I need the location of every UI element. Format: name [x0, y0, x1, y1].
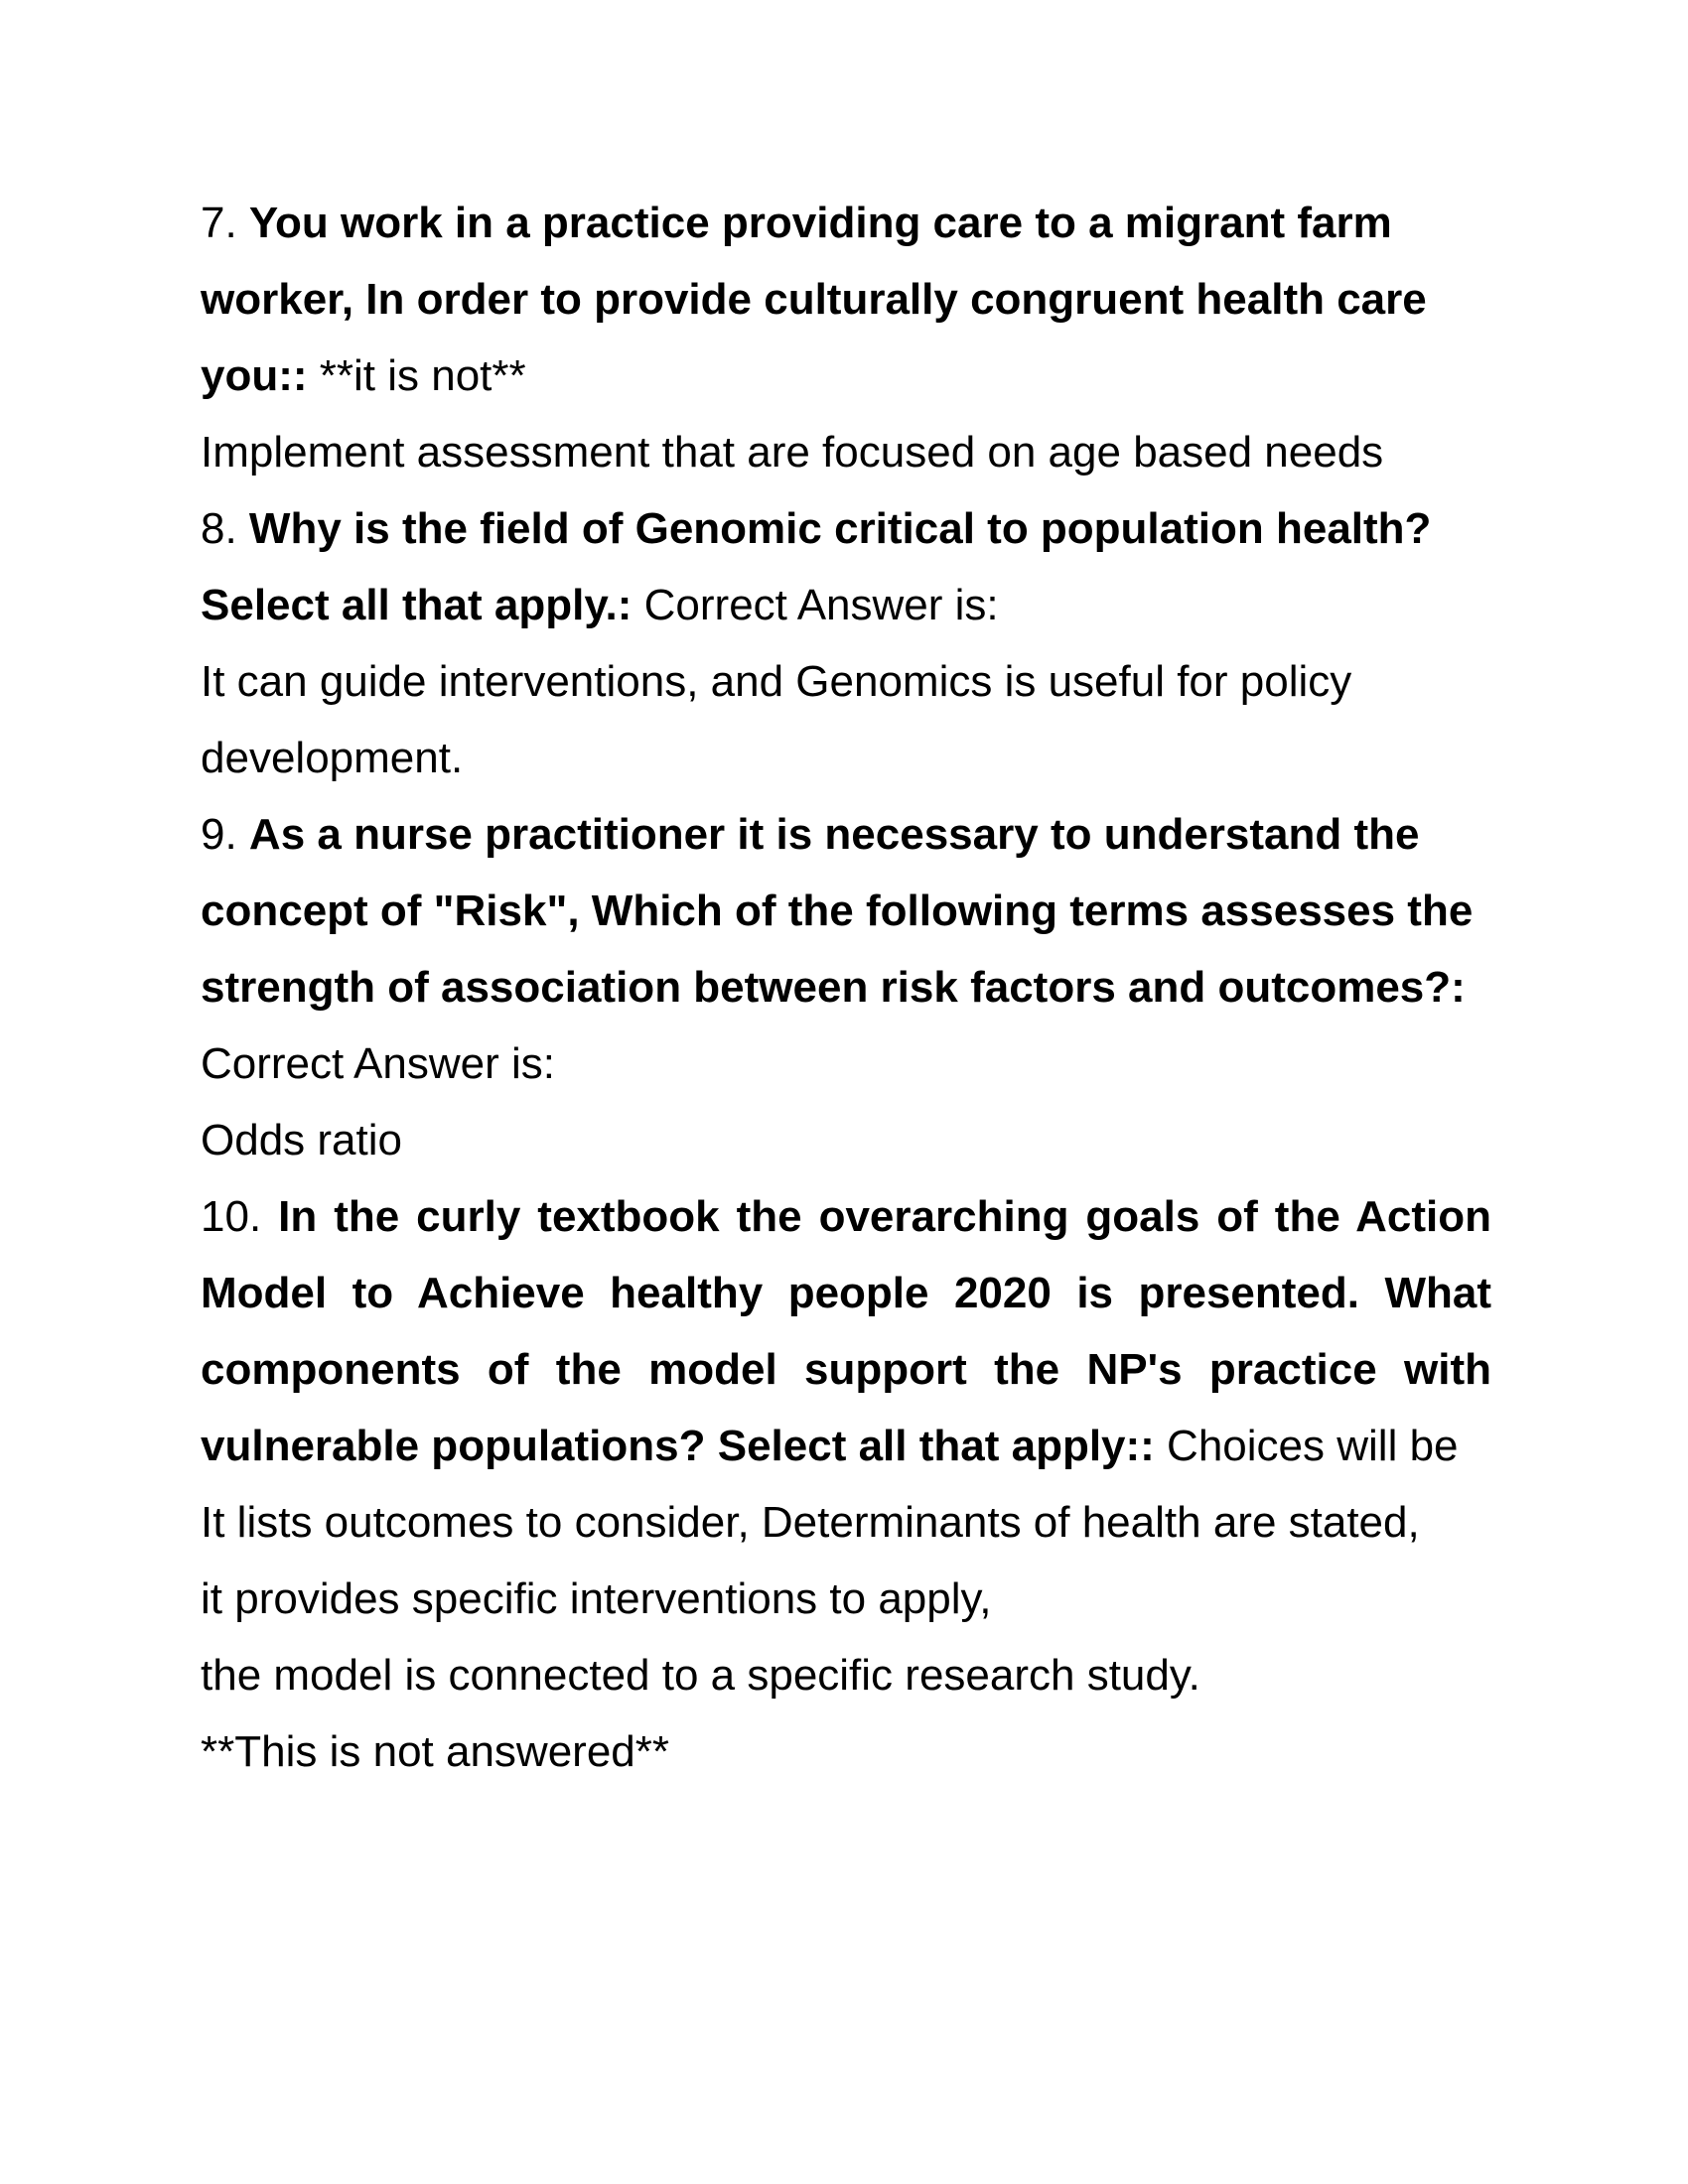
text-line [201, 261, 1491, 338]
question-text: In the curly textbook the overarching goals of the Action [278, 1192, 1491, 1241]
question-text: As a nurse practitioner it is necessary to understand the [248, 810, 1420, 859]
text-line [201, 1102, 1491, 1178]
question-text: components of the model support the NP's practice with [201, 1345, 1491, 1394]
text-line [201, 796, 1491, 873]
answer-text: Odds ratio [201, 1116, 402, 1164]
text-line [201, 1255, 1491, 1331]
answer-text: Correct Answer is: [201, 1039, 555, 1088]
text-line [201, 1561, 1491, 1637]
text-line [201, 1637, 1491, 1713]
text-line [201, 414, 1491, 490]
answer-text: Choices will be [1154, 1422, 1459, 1470]
answer-text: Implement assessment that are focused on age based needs [201, 428, 1384, 477]
answer-text: 8. [201, 504, 249, 553]
text-line [201, 338, 1491, 414]
text-line [201, 1025, 1491, 1102]
text-line [201, 567, 1491, 643]
answer-text: It can guide interventions, and Genomics is useful for policy [201, 657, 1352, 706]
text-line [201, 873, 1491, 949]
text-line [201, 1178, 1491, 1255]
answer-text: **it is not** [307, 351, 526, 400]
answer-text: It lists outcomes to consider, Determinants of health are stated, [201, 1498, 1420, 1547]
text-line [201, 185, 1491, 261]
text-line [201, 720, 1491, 796]
question-text: Model to Achieve healthy people 2020 is presented. What [201, 1269, 1491, 1317]
answer-text: 9. [201, 810, 249, 859]
text-line [201, 1408, 1491, 1484]
text-line [201, 643, 1491, 720]
question-text: strength of association between risk factors and outcomes?: [201, 963, 1466, 1012]
answer-text: 7. [201, 199, 249, 247]
text-line [201, 1713, 1491, 1790]
question-text: worker, In order to provide culturally congruent health care [201, 275, 1427, 324]
text-line [201, 490, 1491, 567]
answer-text: 10. [201, 1192, 279, 1241]
question-text: Why is the field of Genomic critical to population health? [248, 504, 1432, 553]
question-text: vulnerable populations? Select all that apply:: [201, 1422, 1155, 1470]
question-text: concept of "Risk", Which of the following terms assesses the [201, 887, 1474, 935]
text-line [201, 1484, 1491, 1561]
answer-text: the model is connected to a specific research study. [201, 1651, 1200, 1700]
question-text: you:: [201, 351, 308, 400]
answer-text: **This is not answered** [201, 1727, 670, 1776]
text-line [201, 949, 1491, 1025]
answer-text: it provides specific interventions to apply, [201, 1574, 992, 1623]
answer-text: Correct Answer is: [632, 581, 999, 629]
question-text: You work in a practice providing care to a migrant farm [248, 199, 1392, 247]
question-text: Select all that apply.: [201, 581, 633, 629]
answer-text: development. [201, 734, 464, 782]
text-line [201, 1331, 1491, 1408]
document-body [201, 185, 1491, 1790]
